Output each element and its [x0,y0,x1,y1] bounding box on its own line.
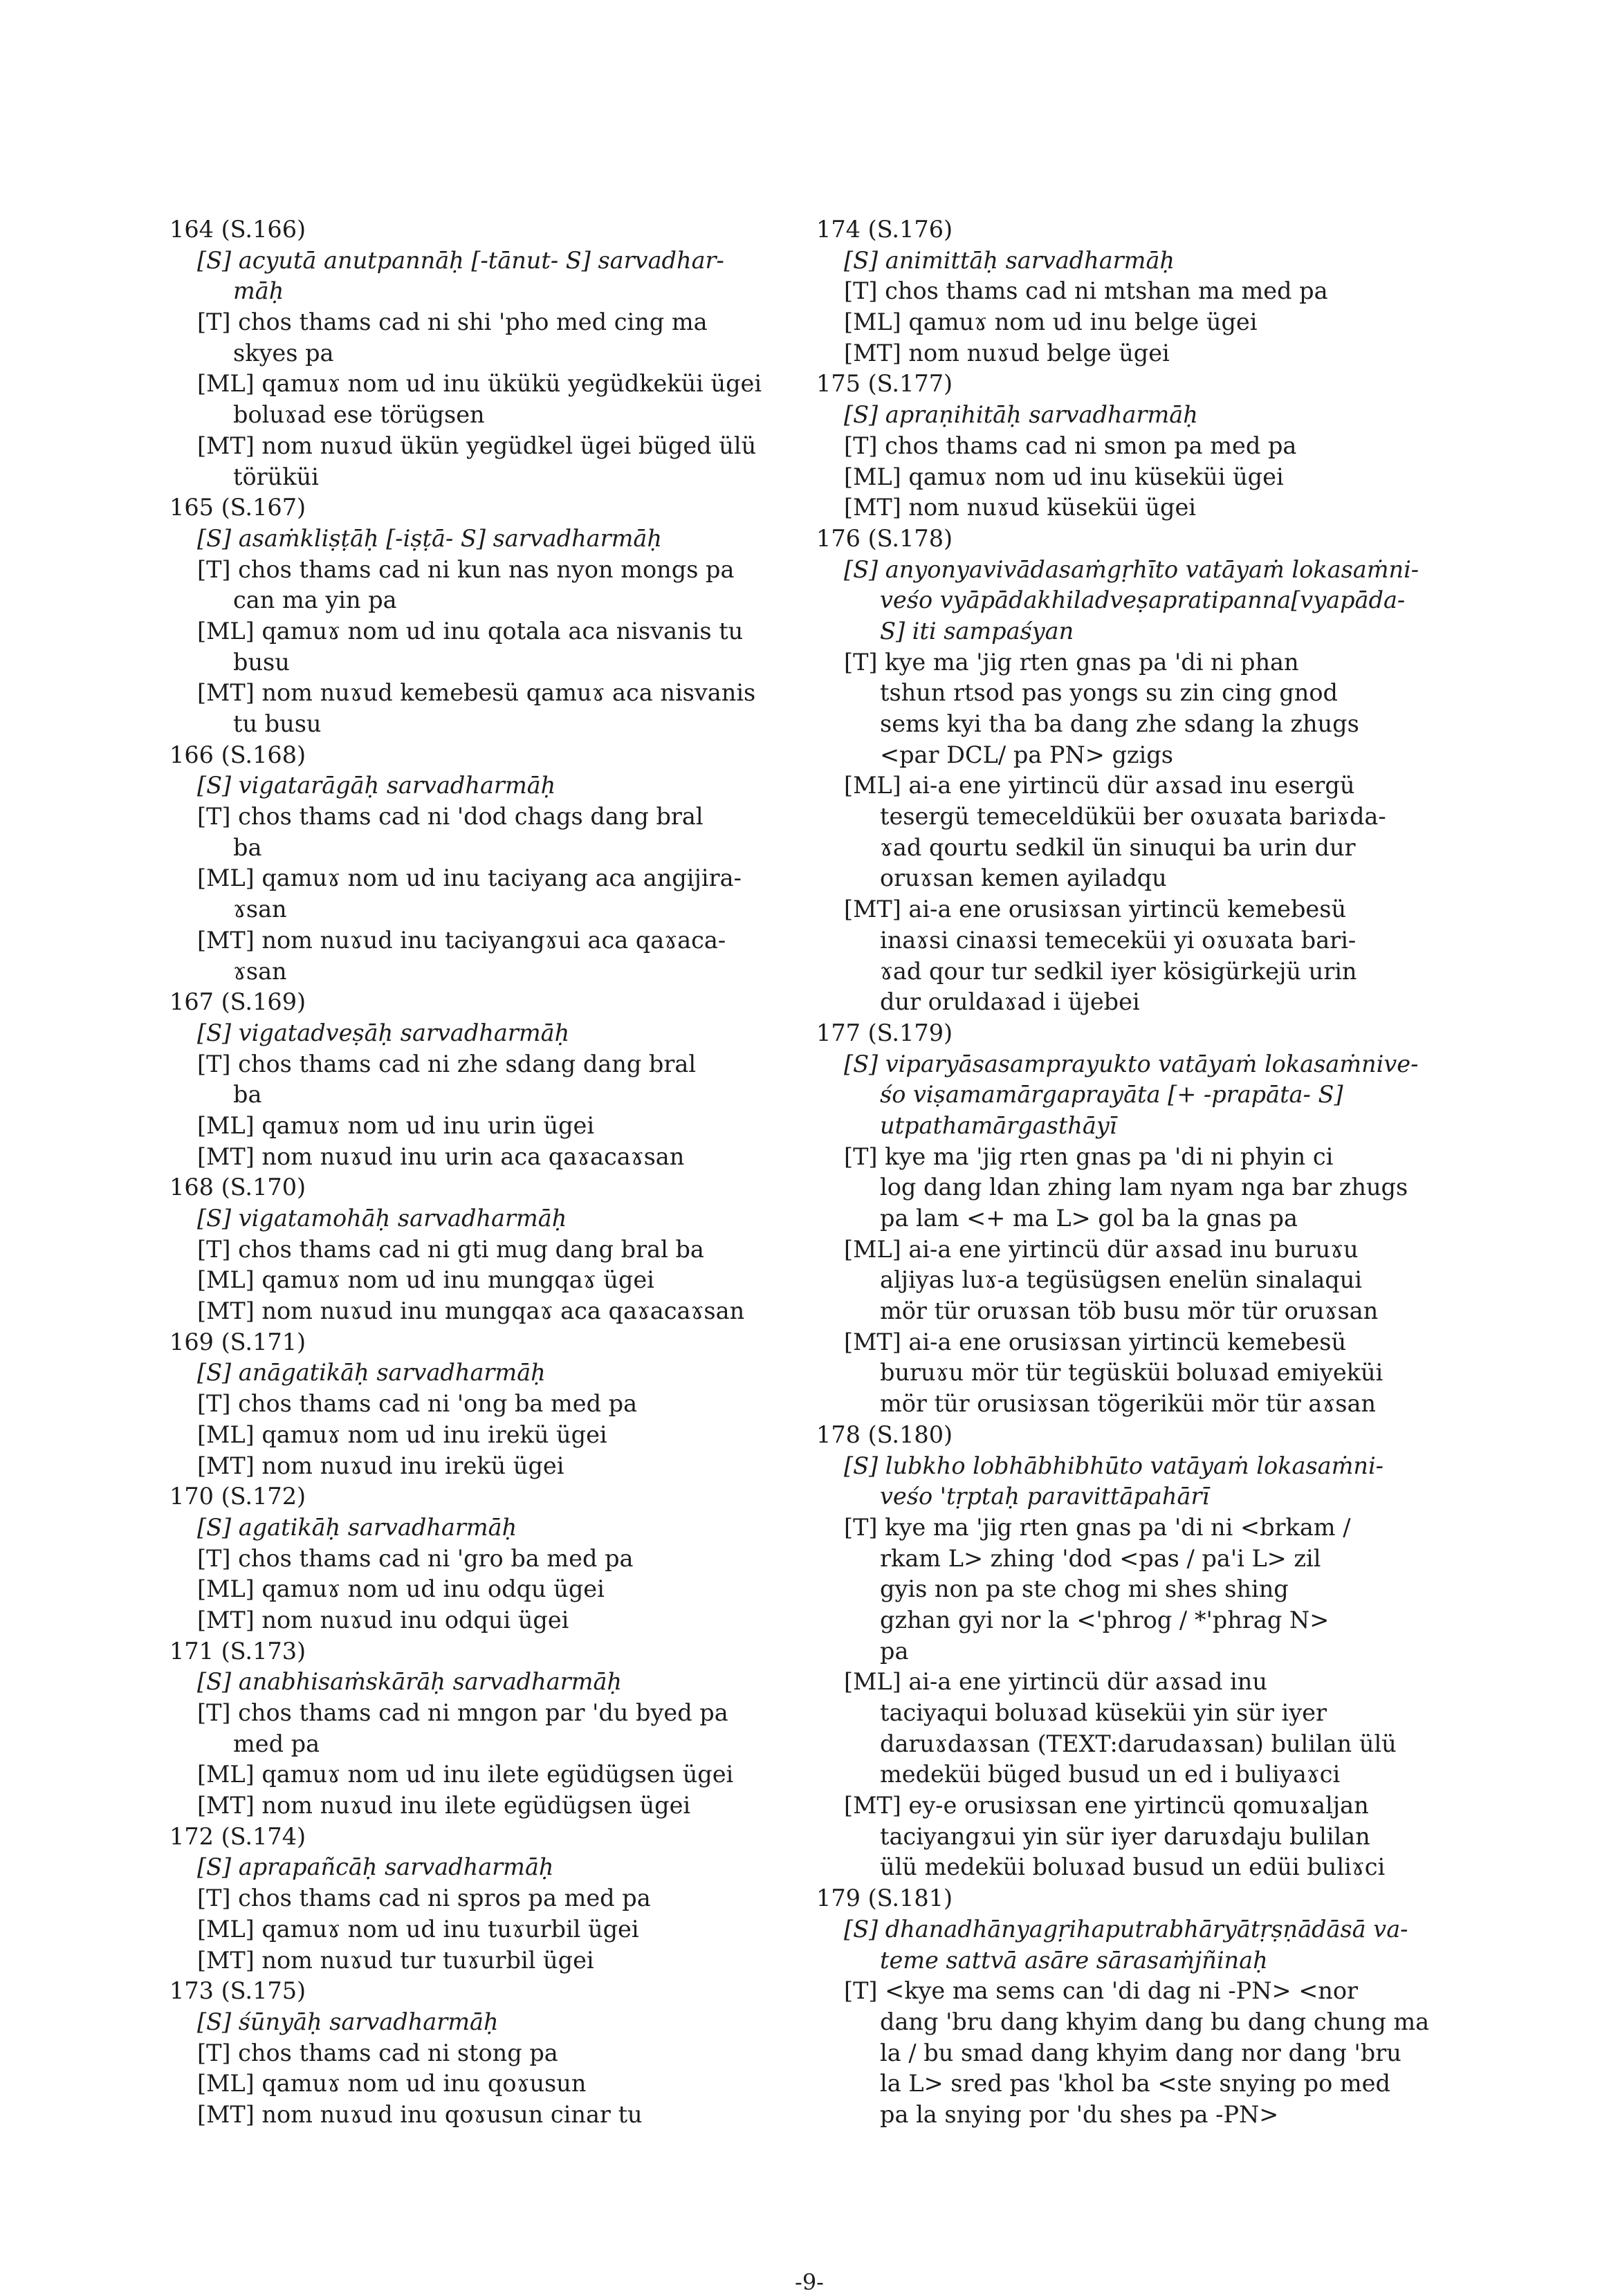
entry-line: [ML] qamuɤ nom ud inu taciyang aca angijira- [197,864,742,892]
entry-line: [ML] qamuɤ nom ud inu küseküi ügei [844,463,1284,490]
entry-line: <par DCL/ pa PN> gzigs [880,741,1173,768]
entry-line: rkam L> zhing 'dod <pas / pa'i L> zil [880,1544,1321,1572]
entry-line: [MT] nom nuɤud inu taciyangɤui aca qaɤaca- [197,926,726,954]
entry-line: [ML] qamuɤ nom ud inu qoɤusun [197,2070,587,2098]
entry-number: 168 (S.170) [169,1174,306,1201]
entry-number: 174 (S.176) [816,216,953,243]
entry-line: [T] chos thams cad ni gti mug dang bral ba [197,1235,704,1263]
entry-line: [S] animittāḥ sarvadharmāḥ [844,246,1175,274]
entry-line: ba [233,833,262,861]
entry-line: [T] chos thams cad ni stong pa [197,2039,558,2066]
entry-line: pa [880,1637,909,1665]
right-column [816,214,1480,2131]
entry-line: [ML] qamuɤ nom ud inu mungqaɤ ügei [197,1266,654,1294]
entry-line: [ML] ai-a ene yirtincü dür aɤsad inu esergü [844,772,1355,799]
entry-line: gzhan gyi nor la <'phrog / *'phrag N> [880,1606,1330,1633]
entry-line: [T] chos thams cad ni mngon par 'du byed pa [197,1699,728,1726]
entry-line: teme sattvā asāre sārasaṁjñinaḥ [880,1946,1268,1974]
entry-line: aljiyas luɤ-a tegüsügsen enelün sinalaqui [880,1266,1363,1294]
entry-line: ɤsan [233,896,287,923]
entry-line: [T] chos thams cad ni 'dod chags dang bral [197,803,704,831]
entry-line: utpathamārgasthāyī [880,1111,1117,1139]
entry-line: tshun rtsod pas yongs su zin cing gnod [880,679,1338,707]
entry-line: [T] kye ma 'jig rten gnas pa 'di ni phan [844,648,1299,676]
entry-line: [T] chos thams cad ni mtshan ma med pa [844,277,1328,305]
entry-line: törüküi [233,463,319,490]
entry-number: 169 (S.171) [169,1328,306,1355]
entry-line: [ML] qamuɤ nom ud inu tuɤurbil ügei [197,1915,639,1943]
entry-line: [ML] qamuɤ nom ud inu qotala aca nisvanis tu [197,617,744,645]
entry-line: māḥ [233,277,284,305]
entry-line: [MT] nom nuɤud inu ilete egüdügsen ügei [197,1792,691,1820]
entry-line: [T] chos thams cad ni 'gro ba med pa [197,1544,634,1572]
entry-line: tu busu [233,710,322,737]
entry-line: [S] apraṇihitāḥ sarvadharmāḥ [844,401,1198,429]
entry-line: [S] anyonyavivādasaṁgṛhīto vatāyaṁ lokasaṁni- [844,555,1419,583]
entry-line: la L> sred pas 'khol ba <ste snying po med [880,2070,1390,2098]
entry-line: [MT] nom nuɤud inu qoɤusun cinar tu [197,2100,643,2128]
entry-line: inaɤsi cinaɤsi temeceküi yi oɤuɤata bari- [880,926,1357,954]
entry-line: [MT] nom nuɤud inu mungqaɤ aca qaɤacaɤsan [197,1297,745,1325]
entry-line: veśo vyāpādakhiladveṣapratipanna[vyapāda- [880,586,1406,614]
entry-line: taciyaqui boluɤad küseküi yin sür iyer [880,1699,1327,1726]
entry-line: ɤad qour tur sedkil iyer kösigürkejü urin [880,957,1357,985]
entry-line: śo viṣamamārgaprayāta [+ -prapāta- S] [880,1081,1343,1109]
entry-line: [MT] ai-a ene orusiɤsan yirtincü kemebesü [844,1328,1347,1355]
entry-line: gyis non pa ste chog mi shes shing [880,1575,1289,1603]
entry-line: veśo 'tṛptaḥ paravittāpahārī [880,1483,1210,1510]
entry-line: ülü medeküi boluɤad busud un edüi buliɤci [880,1853,1386,1881]
entry-line: [T] kye ma 'jig rten gnas pa 'di ni phyin ci [844,1142,1334,1170]
entry-number: 166 (S.168) [169,741,306,768]
entry-line: ɤsan [233,957,287,985]
entry-line: [T] chos thams cad ni smon pa med pa [844,432,1297,459]
entry-line: [MT] nom nuɤud inu irekü ügei [197,1452,564,1479]
entry-line: [T] kye ma 'jig rten gnas pa 'di ni <brkam / [844,1513,1351,1541]
entry-line: taciyangɤui yin sür iyer daruɤdaju bulilan [880,1822,1370,1850]
entry-line: [S] śūnyāḥ sarvadharmāḥ [197,2008,499,2035]
entry-number: 178 (S.180) [816,1420,953,1448]
entry-line: [S] asaṁkliṣṭāḥ [-iṣṭā- S] sarvadharmāḥ [197,524,662,552]
entry-line: pa la snying por 'du shes pa -PN> [880,2100,1279,2128]
entry-line: mör tür oruɤsan töb busu mör tür oruɤsan [880,1297,1379,1325]
entry-number: 167 (S.169) [169,988,306,1016]
entry-line: [S] aprapañcāḥ sarvadharmāḥ [197,1853,554,1881]
entry-line: medeküi büged busud un ed i buliyaɤci [880,1761,1341,1788]
entry-number: 173 (S.175) [169,1977,306,2005]
entry-line: [S] viparyāsasamprayukto vatāyaṁ lokasaṁnive- [844,1050,1419,1077]
entry-line: [S] anabhisaṁskārāḥ sarvadharmāḥ [197,1668,622,1696]
entry-line: skyes pa [233,339,334,367]
entry-line: can ma yin pa [233,586,397,614]
entry-number: 170 (S.172) [169,1483,306,1510]
entry-line: boluɤad ese törügsen [233,401,485,429]
entry-number: 164 (S.166) [169,216,306,243]
entry-line: daruɤdaɤsan (TEXT:darudaɤsan) bulilan ülü [880,1730,1397,1757]
entry-line: buruɤu mör tür tegüsküi boluɤad emiyeküi [880,1359,1383,1387]
page-number: -9- [795,2269,824,2295]
entry-line: [S] acyutā anutpannāḥ [-tānut- S] sarvadhar- [197,246,724,274]
entry-line: [S] lubkho lobhābhibhūto vatāyaṁ lokasaṁni- [844,1452,1383,1479]
entry-line: [ML] qamuɤ nom ud inu odqu ügei [197,1575,605,1603]
entry-line: [MT] nom nuɤud küseküi ügei [844,494,1196,521]
entry-line: [T] chos thams cad ni shi 'pho med cing ma [197,308,708,336]
entry-line: tesergü temeceldüküi ber oɤuɤata bariɤda- [880,803,1386,831]
entry-line: ba [233,1081,262,1109]
entry-line: dur oruldaɤad i üjebei [880,988,1140,1016]
entry-line: [S] agatikāḥ sarvadharmāḥ [197,1513,517,1541]
entry-line: [S] dhanadhānyagṛihaputrabhāryātṛṣṇādāsā va- [844,1915,1408,1943]
entry-number: 172 (S.174) [169,1822,306,1850]
entry-line: pa lam <+ ma L> gol ba la gnas pa [880,1205,1298,1232]
entry-line: [MT] ey-e orusiɤsan ene yirtincü qomuɤaljan [844,1792,1369,1820]
entry-line: [ML] qamuɤ nom ud inu irekü ügei [197,1420,607,1448]
entry-line: la / bu smad dang khyim dang nor dang 'bru [880,2039,1401,2066]
entry-line: [T] chos thams cad ni spros pa med pa [197,1885,651,1912]
entry-line: [S] vigatarāgāḥ sarvadharmāḥ [197,772,556,799]
entry-line: ɤad qourtu sedkil ün sinuqui ba urin dur [880,833,1356,861]
entry-line: [T] <kye ma sems can 'di dag ni -PN> <nor [844,1977,1359,2005]
entry-line: [S] vigatadveṣāḥ sarvadharmāḥ [197,1019,570,1046]
entry-number: 165 (S.167) [169,494,306,521]
entry-line: [ML] qamuɤ nom ud inu ilete egüdügsen ügei [197,1761,734,1788]
entry-line: [MT] nom nuɤud ükün yegüdkel ügei büged ülü [197,432,757,459]
entry-line: [ML] qamuɤ nom ud inu ükükü yegüdkeküi ügei [197,370,762,398]
entry-line: [MT] ai-a ene orusiɤsan yirtincü kemebesü [844,896,1347,923]
entry-line: [ML] qamuɤ nom ud inu urin ügei [197,1111,595,1139]
entry-number: 175 (S.177) [816,370,953,398]
entry-line: [MT] nom nuɤud tur tuɤurbil ügei [197,1946,594,1974]
entry-line: med pa [233,1730,320,1757]
entry-line: busu [233,648,290,676]
entry-line: [T] chos thams cad ni kun nas nyon mongs pa [197,555,735,583]
entry-line: [MT] nom nuɤud belge ügei [844,339,1170,367]
entry-number: 177 (S.179) [816,1019,953,1046]
entry-number: 171 (S.173) [169,1637,306,1665]
entry-line: sems kyi tha ba dang zhe sdang la zhugs [880,710,1359,737]
entry-line: [MT] nom nuɤud inu odqui ügei [197,1606,569,1633]
entry-line: log dang ldan zhing lam nyam nga bar zhugs [880,1174,1408,1201]
entry-line: dang 'bru dang khyim dang bu dang chung ma [880,2008,1430,2035]
entry-line: [MT] nom nuɤud kemebesü qamuɤ aca nisvanis [197,679,756,707]
entry-line: S] iti sampaśyan [880,617,1074,645]
left-column [169,214,834,2131]
entry-number: 176 (S.178) [816,524,953,552]
entry-line: mör tür orusiɤsan tögeriküi mör tür aɤsan [880,1390,1377,1418]
entry-line: oruɤsan kemen ayiladqu [880,864,1167,892]
entry-line: [S] anāgatikāḥ sarvadharmāḥ [197,1359,546,1387]
entry-line: [S] vigatamohāḥ sarvadharmāḥ [197,1205,567,1232]
entry-line: [ML] ai-a ene yirtincü dür aɤsad inu buruɤu [844,1235,1359,1263]
entry-line: [MT] nom nuɤud inu urin aca qaɤacaɤsan [197,1142,685,1170]
entry-line: [ML] qamuɤ nom ud inu belge ügei [844,308,1258,336]
entry-line: [T] chos thams cad ni zhe sdang dang bral [197,1050,697,1077]
entry-line: [ML] ai-a ene yirtincü dür aɤsad inu [844,1668,1267,1696]
entry-number: 179 (S.181) [816,1885,953,1912]
entry-line: [T] chos thams cad ni 'ong ba med pa [197,1390,638,1418]
